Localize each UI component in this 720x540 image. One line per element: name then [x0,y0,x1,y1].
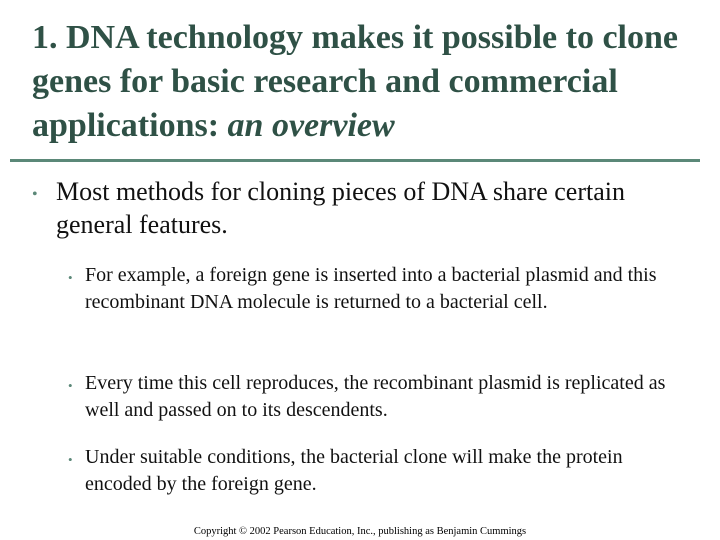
sub-bullet-marker: • [68,378,73,393]
slide-title-emphasis: an overview [227,107,395,144]
slide-title [32,16,702,148]
sub-bullet-text: Under suitable conditions, the bacterial clone will make the protein encoded by the foreign gene. [85,446,623,495]
sub-bullet-text: For example, a foreign gene is inserted into a bacterial plasmid and this recombinant DNA molecule is returned to a bacterial cell. [85,264,657,313]
slide-title-main: 1. DNA technology makes it possible to clone genes for basic research and commercial applications: [32,19,678,144]
title-divider [10,159,700,162]
sub-bullet-item [68,444,668,498]
bullet-item [32,175,672,241]
bullet-marker: • [32,186,38,203]
sub-bullet-item [68,262,668,316]
sub-bullet-marker: • [68,270,73,285]
sub-bullet-text: Every time this cell reproduces, the recombinant plasmid is replicated as well and passed on to its descendents. [85,372,666,421]
copyright-footer: Copyright © 2002 Pearson Education, Inc., publishing as Benjamin Cummings [193,526,527,537]
sub-bullet-marker: • [68,452,73,467]
bullet-text: Most methods for cloning pieces of DNA share certain general features. [56,177,625,239]
sub-bullet-item [68,370,668,424]
